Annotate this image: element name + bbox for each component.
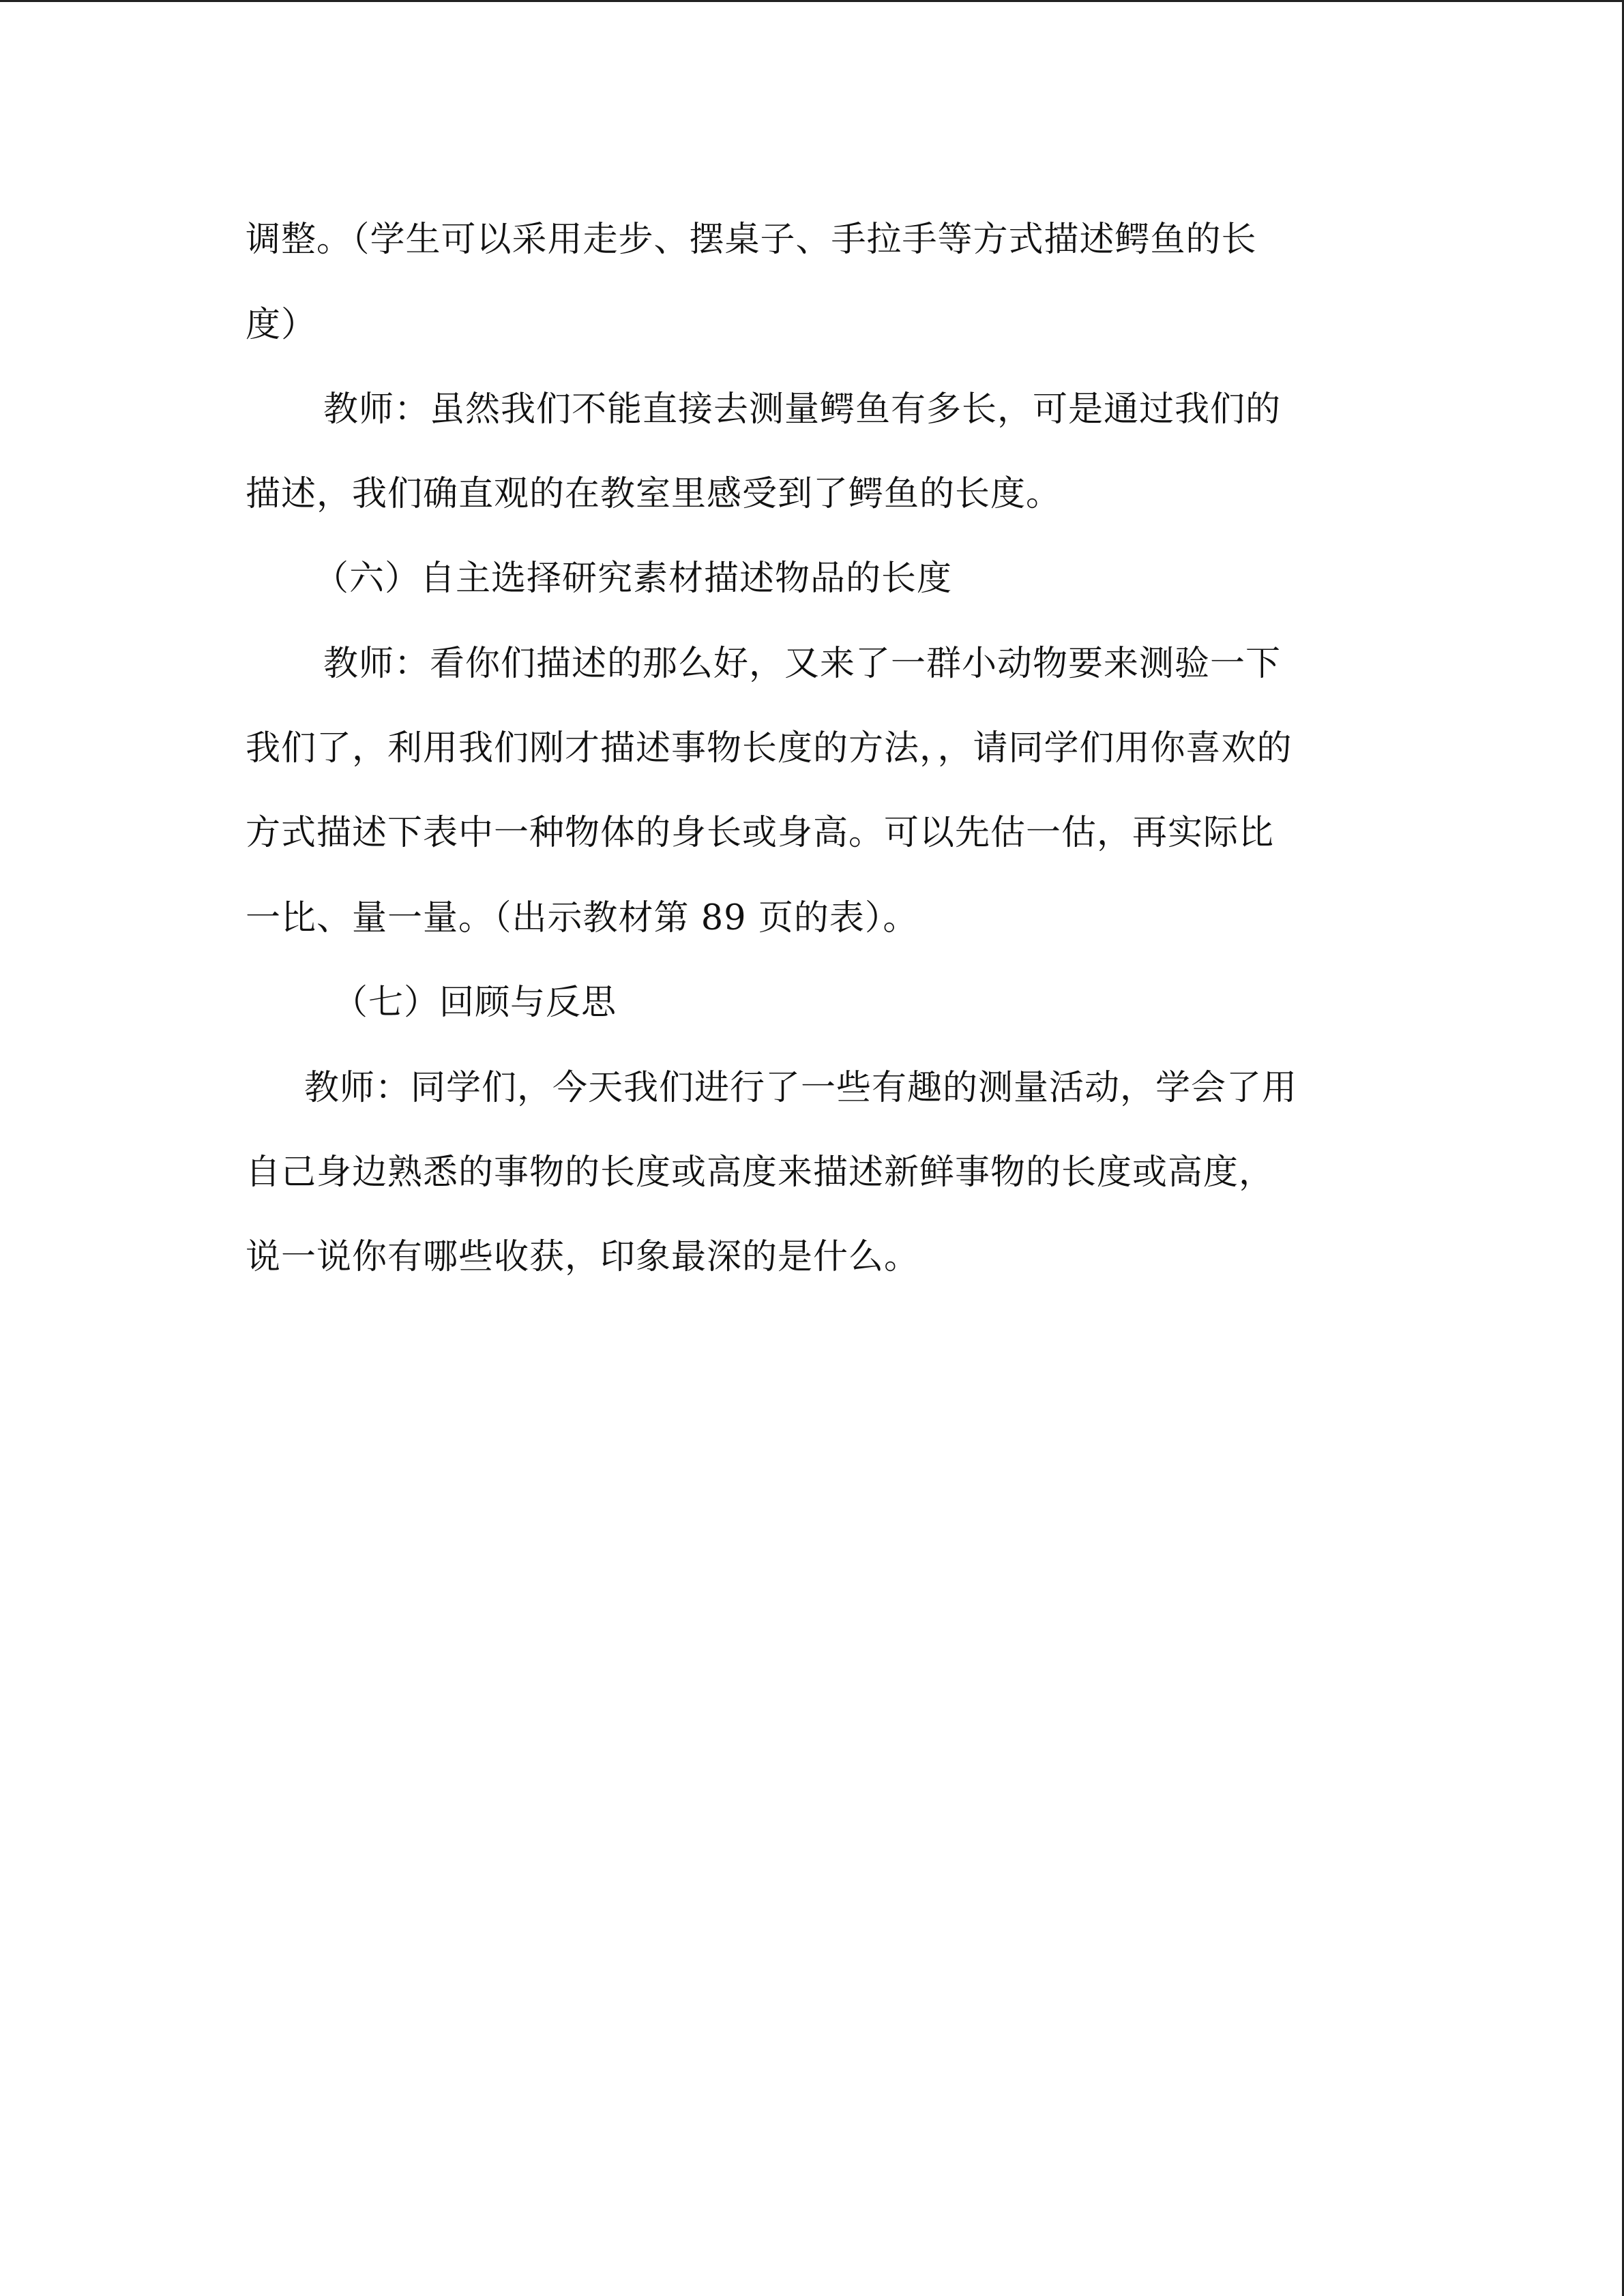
text-line-11: 教师：同学们，今天我们进行了一些有趣的测量活动，学会了用 <box>304 1068 1298 1108</box>
text-line-6: 教师：看你们描述的那么好，又来了一群小动物要来测验一下 <box>323 644 1282 684</box>
page-top-border <box>0 0 1624 2</box>
text-line-13: 说一说你有哪些收获，印象最深的是什么。 <box>246 1237 920 1277</box>
text-line-9: 一比、量一量。（出示教材第 89 页的表）。 <box>246 898 919 938</box>
text-line-4: 描述，我们确直观的在教室里感受到了鳄鱼的长度。 <box>246 474 1062 514</box>
section-heading-7: （七）回顾与反思 <box>333 983 617 1023</box>
text-line-8: 方式描述下表中一种物体的身长或身高。可以先估一估，再实际比 <box>246 813 1275 853</box>
text-line-2: 度） <box>246 305 317 345</box>
text-line-3: 教师：虽然我们不能直接去测量鳄鱼有多长，可是通过我们的 <box>323 389 1282 430</box>
text-line-12: 自己身边熟悉的事物的长度或高度来描述新鲜事物的长度或高度， <box>246 1152 1275 1193</box>
text-line-7: 我们了，利用我们刚才描述事物长度的方法，，请同学们用你喜欢的 <box>246 728 1293 769</box>
text-line-1: 调整。（学生可以采用走步、摆桌子、手拉手等方式描述鳄鱼的长 <box>246 220 1257 260</box>
section-heading-6: （六）自主选择研究素材描述物品的长度 <box>314 558 953 599</box>
